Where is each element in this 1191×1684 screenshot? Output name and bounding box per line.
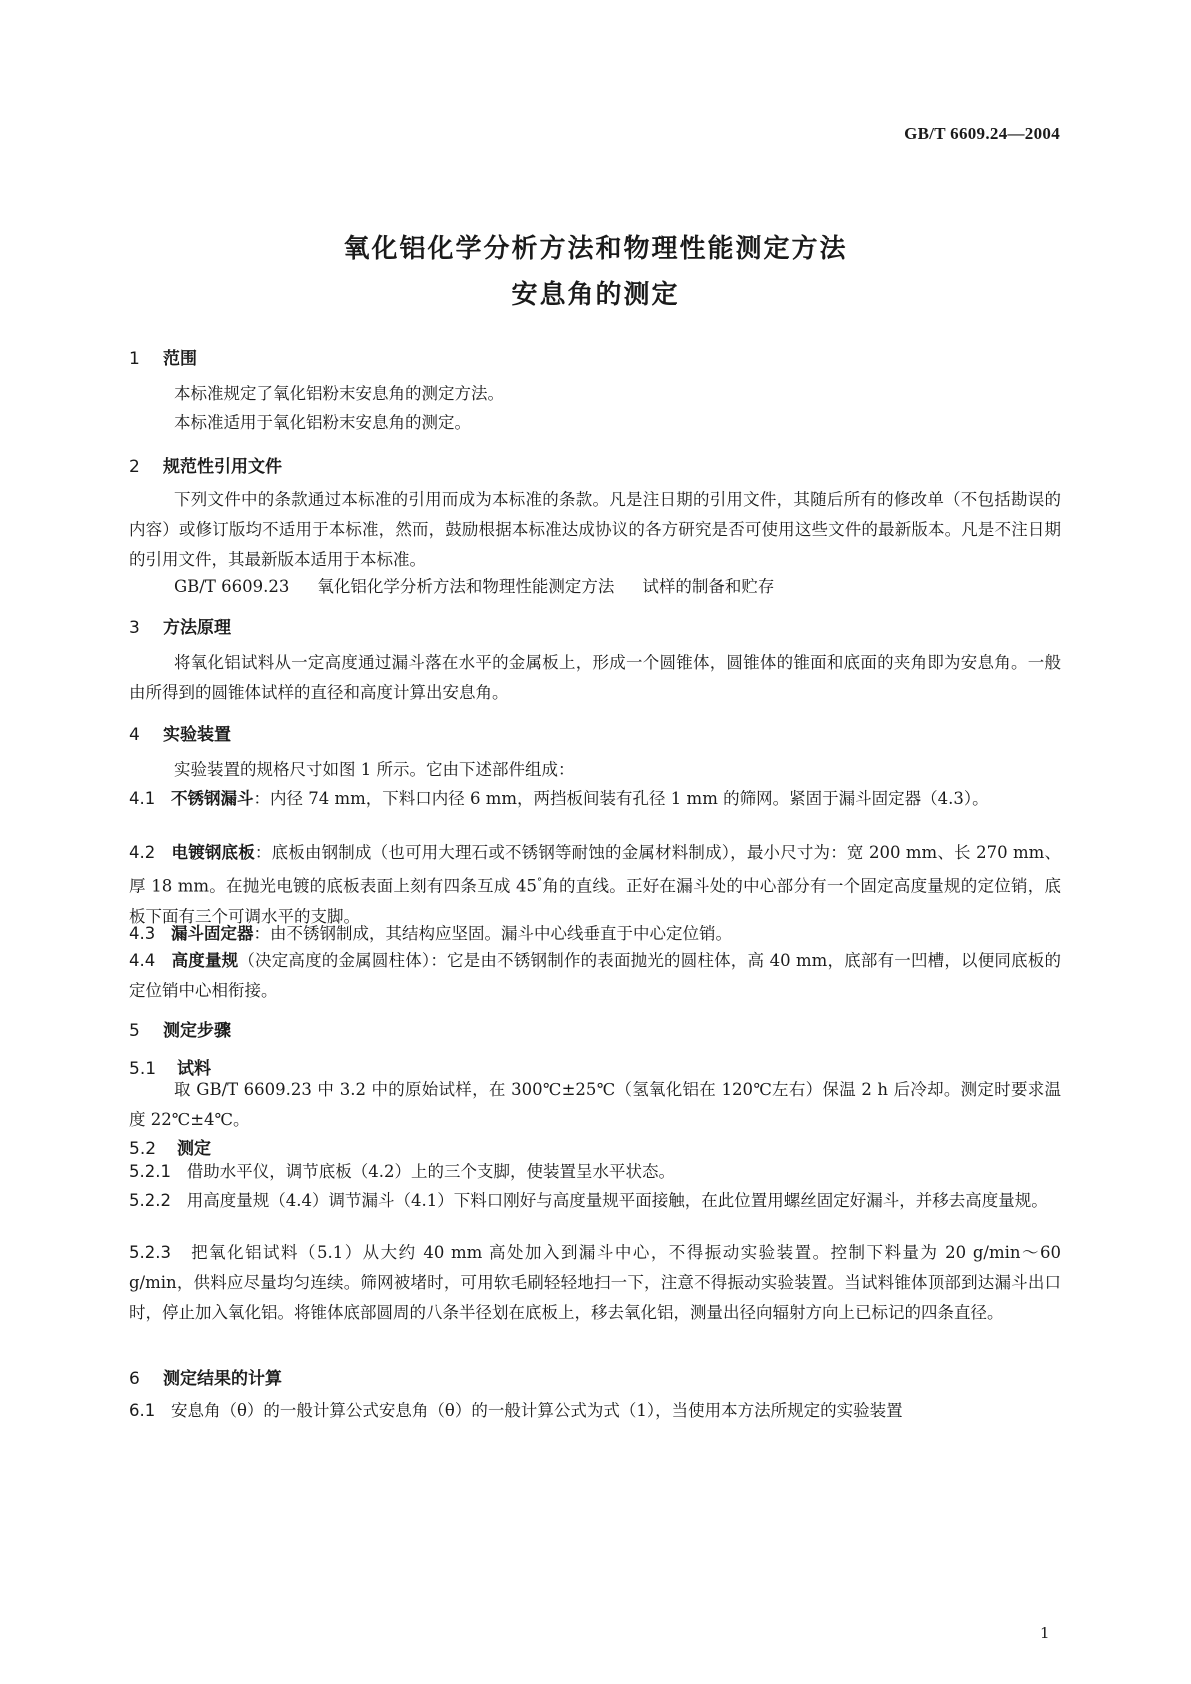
clause-term: 漏斗固定器 bbox=[171, 924, 254, 943]
section-number: 4 bbox=[129, 725, 140, 745]
section-number: 6 bbox=[129, 1369, 140, 1389]
clause-5-2-1 bbox=[129, 1157, 1061, 1187]
clause-term: 不锈钢漏斗 bbox=[171, 789, 254, 808]
section-title: 实验装置 bbox=[163, 725, 231, 745]
document-title: 氧化铝化学分析方法和物理性能测定方法 bbox=[343, 234, 848, 264]
clause-text: ：底板由钢制成（也可用大理石或不锈钢等耐蚀的金属材料制成），最小尺寸为：宽 200 mm、长 270 mm、厚 18 mm。在抛光电镀的底板表面上刻有四条互成 45 bbox=[129, 843, 1061, 896]
normative-reference bbox=[174, 573, 774, 597]
reference-title: 氧化铝化学分析方法和物理性能测定方法 bbox=[317, 577, 615, 596]
section-3-heading bbox=[129, 613, 231, 638]
clause-4-2 bbox=[129, 838, 1061, 932]
clause-number: 5.2.2 bbox=[129, 1191, 171, 1210]
section-1-para-1: 本标准规定了氧化铝粉末安息角的测定方法。 bbox=[174, 384, 504, 403]
standard-code: GB/T 6609.24—2004 bbox=[904, 124, 1060, 143]
clause-number: 5.2.3 bbox=[129, 1243, 171, 1262]
clause-number: 4.1 bbox=[129, 789, 156, 808]
clause-text-cont: 角的直线。正好在漏斗处的中心部分有一个固定高度量规的定位销，底板下面有三个可调水平的支脚。 bbox=[129, 876, 1061, 926]
clause-5-2-2 bbox=[129, 1186, 1061, 1216]
section-1-para-2: 本标准适用于氧化铝粉末安息角的测定。 bbox=[174, 413, 471, 432]
subsection-title: 测定 bbox=[177, 1139, 211, 1159]
clause-text: 把氧化铝试料（5.1）从大约 40 mm 高处加入到漏斗中心，不得振动实验装置。控制下料量为 20 g/min～60 g/min，供料应尽量均匀连续。筛网被堵时，可用软毛刷轻轻地扫一下，注意不得振动实验装置。当试料锥体顶部到达漏斗出口时，停止加入氧化铝。将锥体底部圆周的八条半径划在底板上，移去氧化铝，测量出径向辐射方向上已标记的四条直径。 bbox=[129, 1243, 1061, 1322]
section-2-para-1: 下列文件中的条款通过本标准的引用而成为本标准的条款。凡是注日期的引用文件，其随后所有的修改单（不包括勘误的内容）或修订版均不适用于本标准，然而，鼓励根据本标准达成协议的各方研究是否可使用这些文件的最新版本。凡是不注日期的引用文件，其最新版本适用于本标准。 bbox=[129, 490, 1061, 569]
clause-5-2-3 bbox=[129, 1238, 1061, 1328]
clause-4-4 bbox=[129, 946, 1061, 1006]
clause-number: 4.2 bbox=[129, 843, 156, 862]
clause-term: 电镀钢底板 bbox=[171, 843, 255, 862]
subsection-number: 5.1 bbox=[129, 1059, 157, 1079]
clause-number: 4.4 bbox=[129, 951, 156, 970]
clause-6-1 bbox=[129, 1396, 1061, 1426]
section-number: 1 bbox=[129, 349, 140, 369]
section-number: 5 bbox=[129, 1021, 140, 1041]
section-title: 测定步骤 bbox=[163, 1021, 231, 1041]
section-4-intro: 实验装置的规格尺寸如图 1 所示。它由下述部件组成： bbox=[174, 760, 575, 779]
subsection-title: 试料 bbox=[177, 1059, 211, 1079]
reference-code: GB/T 6609.23 bbox=[174, 577, 290, 596]
clause-text: ：内径 74 mm，下料口内径 6 mm，两挡板间装有孔径 1 mm 的筛网。紧固于漏斗固定器（4.3）。 bbox=[253, 789, 989, 808]
section-2-heading bbox=[129, 452, 282, 477]
clause-4-3 bbox=[129, 919, 1061, 949]
clause-number: 6.1 bbox=[129, 1401, 156, 1420]
section-title: 规范性引用文件 bbox=[163, 457, 282, 477]
clause-text: 借助水平仪，调节底板（4.2）上的三个支脚，使装置呈水平状态。 bbox=[186, 1162, 675, 1181]
clause-number: 5.2.1 bbox=[129, 1162, 171, 1181]
degree-symbol: ° bbox=[537, 877, 543, 888]
reference-subtitle: 试样的制备和贮存 bbox=[642, 577, 775, 596]
subsection-number: 5.2 bbox=[129, 1139, 157, 1159]
clause-text: （决定高度的金属圆柱体）：它是由不锈钢制作的表面抛光的圆柱体，高 40 mm，底部有一凹槽，以便同底板的定位销中心相衔接。 bbox=[129, 951, 1061, 1000]
section-3-para-1: 将氧化铝试料从一定高度通过漏斗落在水平的金属板上，形成一个圆锥体，圆锥体的锥面和底面的夹角即为安息角。一般由所得到的圆锥体试样的直径和高度计算出安息角。 bbox=[129, 653, 1061, 702]
section-title: 方法原理 bbox=[163, 618, 231, 638]
section-number: 3 bbox=[129, 618, 140, 638]
clause-4-1 bbox=[129, 784, 1061, 814]
subsection-5-2-heading bbox=[129, 1134, 211, 1159]
section-4-heading bbox=[129, 720, 231, 745]
section-title: 测定结果的计算 bbox=[163, 1369, 282, 1389]
section-1-heading bbox=[129, 344, 197, 369]
clause-number: 4.3 bbox=[129, 924, 156, 943]
clause-text: ：由不锈钢制成，其结构应坚固。漏斗中心线垂直于中心定位销。 bbox=[253, 924, 732, 943]
section-6-heading bbox=[129, 1364, 282, 1389]
section-number: 2 bbox=[129, 457, 140, 477]
document-subtitle: 安息角的测定 bbox=[511, 280, 680, 310]
section-title: 范围 bbox=[163, 349, 197, 369]
clause-text: 用高度量规（4.4）调节漏斗（4.1）下料口刚好与高度量规平面接触，在此位置用螺丝固定好漏斗，并移去高度量规。 bbox=[186, 1191, 1048, 1210]
page-number: 1 bbox=[1040, 1624, 1050, 1642]
clause-term: 高度量规 bbox=[171, 951, 239, 970]
clause-text: 安息角（θ）的一般计算公式安息角（θ）的一般计算公式为式（1），当使用本方法所规定的实验装置 bbox=[171, 1401, 903, 1420]
section-5-heading bbox=[129, 1016, 231, 1041]
subsection-5-1-text: 取 GB/T 6609.23 中 3.2 中的原始试样，在 300℃±25℃（氢氧化铝在 120℃左右）保温 2 h 后冷却。测定时要求温度 22℃±4℃。 bbox=[129, 1080, 1061, 1129]
